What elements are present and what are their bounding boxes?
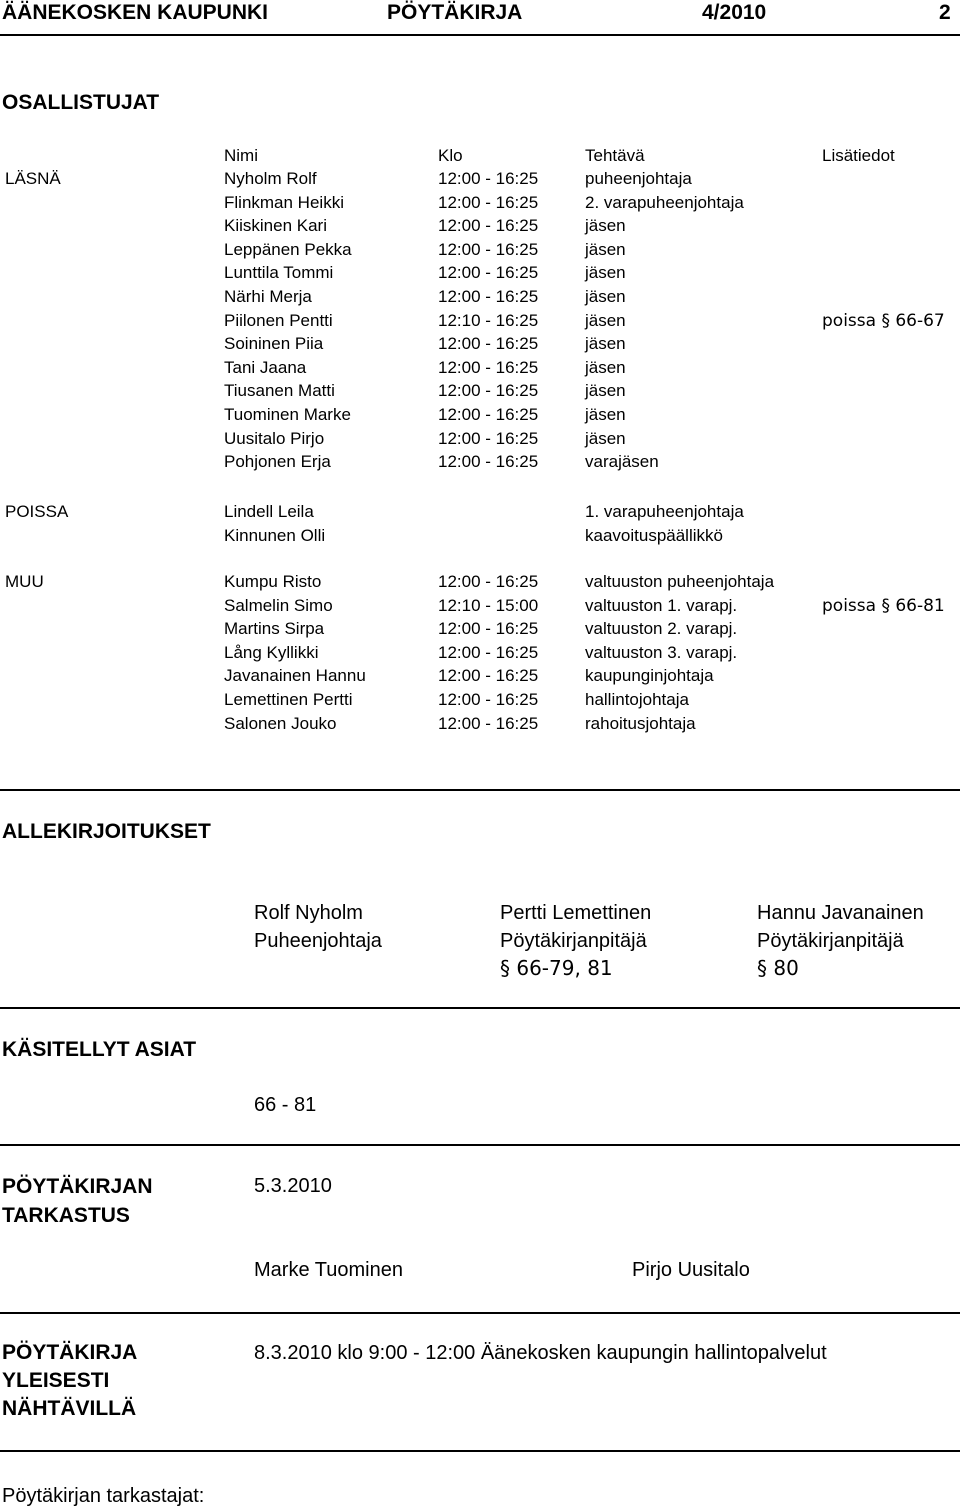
participant-time: 12:00 - 16:25 (438, 690, 539, 709)
participant-role: jäsen (585, 263, 626, 282)
participant-time: 12:00 - 16:25 (438, 429, 539, 448)
participant-role: valtuuston 1. varapj. (585, 596, 738, 615)
group-label: MUU (5, 572, 44, 591)
participant-time: 12:00 - 16:25 (438, 169, 539, 188)
participant-name: Nyholm Rolf (224, 169, 317, 188)
review-title-line1: PÖYTÄKIRJAN (2, 1175, 153, 1198)
participant-role: valtuuston 3. varapj. (585, 643, 738, 662)
participant-time: 12:00 - 16:25 (438, 334, 539, 353)
participant-role: 2. varapuheenjohtaja (585, 193, 744, 212)
participant-name: Lunttila Tommi (224, 263, 334, 282)
participant-name: Lemettinen Pertti (224, 690, 353, 709)
public-text: 8.3.2010 klo 9:00 - 12:00 Äänekosken kaupungin hallintopalvelut (254, 1342, 827, 1364)
participant-name: Närhi Merja (224, 287, 312, 306)
public-rule (0, 1312, 960, 1314)
participant-name: Kiiskinen Kari (224, 216, 327, 235)
participant-role: jäsen (585, 429, 626, 448)
participant-role: valtuuston puheenjohtaja (585, 572, 775, 591)
participant-time: 12:00 - 16:25 (438, 287, 539, 306)
participant-role: jäsen (585, 240, 626, 259)
signer-name: Rolf Nyholm (254, 902, 363, 924)
footer-rule (0, 1450, 960, 1452)
participant-time: 12:10 - 15:00 (438, 596, 539, 615)
participant-name: Kinnunen Olli (224, 526, 326, 545)
participant-name: Piilonen Pentti (224, 311, 333, 330)
participant-role: rahoitusjohtaja (585, 714, 696, 733)
participant-role: jäsen (585, 287, 626, 306)
participant-role: varajäsen (585, 452, 659, 471)
participant-name: Flinkman Heikki (224, 193, 344, 212)
signer-role: Puheenjohtaja (254, 930, 382, 952)
review-date: 5.3.2010 (254, 1175, 332, 1197)
participant-role: puheenjohtaja (585, 169, 692, 188)
signer-name: Pertti Lemettinen (500, 902, 652, 924)
participant-role: jäsen (585, 405, 626, 424)
col-name-header: Nimi (224, 146, 258, 165)
participant-name: Salmelin Simo (224, 596, 333, 615)
participant-role: jäsen (585, 216, 626, 235)
participant-notes: poissa § 66-67 (822, 311, 945, 331)
signer-sections: § 66-79, 81 (500, 956, 613, 980)
signatures-title: ALLEKIRJOITUKSET (2, 820, 211, 843)
participant-time: 12:00 - 16:25 (438, 452, 539, 471)
participant-name: Lång Kyllikki (224, 643, 319, 662)
doc-number: 4/2010 (702, 1, 767, 24)
header-rule (0, 34, 960, 36)
participant-name: Tuominen Marke (224, 405, 351, 424)
signer-role: Pöytäkirjanpitäjä (500, 930, 647, 952)
participant-time: 12:00 - 16:25 (438, 619, 539, 638)
handled-value: 66 - 81 (254, 1094, 317, 1116)
participant-time: 12:00 - 16:25 (438, 240, 539, 259)
doc-type: PÖYTÄKIRJA (387, 1, 523, 24)
participant-name: Salonen Jouko (224, 714, 337, 733)
participant-name: Tiusanen Matti (224, 381, 335, 400)
participant-time: 12:00 - 16:25 (438, 572, 539, 591)
participant-time: 12:00 - 16:25 (438, 381, 539, 400)
participants-title: OSALLISTUJAT (2, 91, 160, 114)
participant-time: 12:00 - 16:25 (438, 714, 539, 733)
col-time-header: Klo (438, 146, 463, 165)
participant-name: Leppänen Pekka (224, 240, 352, 259)
page-number: 2 (939, 1, 951, 24)
footer-label: Pöytäkirjan tarkastajat: (2, 1485, 205, 1507)
col-role-header: Tehtävä (585, 146, 645, 165)
reviewer-name: Marke Tuominen (254, 1259, 403, 1281)
signer-name: Hannu Javanainen (757, 902, 924, 924)
participant-role: 1. varapuheenjohtaja (585, 502, 744, 521)
participant-time: 12:00 - 16:25 (438, 405, 539, 424)
participant-name: Lindell Leila (224, 502, 314, 521)
participant-role: kaupunginjohtaja (585, 666, 714, 685)
participant-time: 12:00 - 16:25 (438, 263, 539, 282)
participant-time: 12:00 - 16:25 (438, 643, 539, 662)
group-label: LÄSNÄ (5, 169, 61, 188)
participant-role: jäsen (585, 311, 626, 330)
participant-role: valtuuston 2. varapj. (585, 619, 738, 638)
group-label: POISSA (5, 502, 69, 521)
participant-name: Soininen Piia (224, 334, 324, 353)
handled-rule (0, 1007, 960, 1009)
signatures-rule (0, 789, 960, 791)
participant-role: kaavoituspäällikkö (585, 526, 723, 545)
participant-time: 12:00 - 16:25 (438, 358, 539, 377)
participant-name: Pohjonen Erja (224, 452, 331, 471)
signer-sections: § 80 (757, 956, 799, 980)
participant-name: Javanainen Hannu (224, 666, 366, 685)
participant-name: Uusitalo Pirjo (224, 429, 325, 448)
org-name: ÄÄNEKOSKEN KAUPUNKI (2, 1, 269, 24)
review-rule (0, 1144, 960, 1146)
public-title-line2: YLEISESTI (2, 1369, 110, 1392)
participant-time: 12:00 - 16:25 (438, 193, 539, 212)
participant-role: jäsen (585, 358, 626, 377)
review-title-line2: TARKASTUS (2, 1204, 130, 1227)
reviewer-name: Pirjo Uusitalo (632, 1259, 750, 1281)
public-title-line3: NÄHTÄVILLÄ (2, 1397, 137, 1420)
public-title-line1: PÖYTÄKIRJA (2, 1341, 138, 1364)
participant-role: jäsen (585, 381, 626, 400)
signer-role: Pöytäkirjanpitäjä (757, 930, 904, 952)
participant-name: Martins Sirpa (224, 619, 325, 638)
participant-time: 12:00 - 16:25 (438, 666, 539, 685)
participant-time: 12:00 - 16:25 (438, 216, 539, 235)
participant-name: Kumpu Risto (224, 572, 322, 591)
participant-notes: poissa § 66-81 (822, 596, 945, 616)
participant-name: Tani Jaana (224, 358, 307, 377)
participant-role: hallintojohtaja (585, 690, 689, 709)
col-notes-header: Lisätiedot (822, 146, 895, 165)
participant-role: jäsen (585, 334, 626, 353)
participant-time: 12:10 - 16:25 (438, 311, 539, 330)
handled-title: KÄSITELLYT ASIAT (2, 1038, 197, 1061)
